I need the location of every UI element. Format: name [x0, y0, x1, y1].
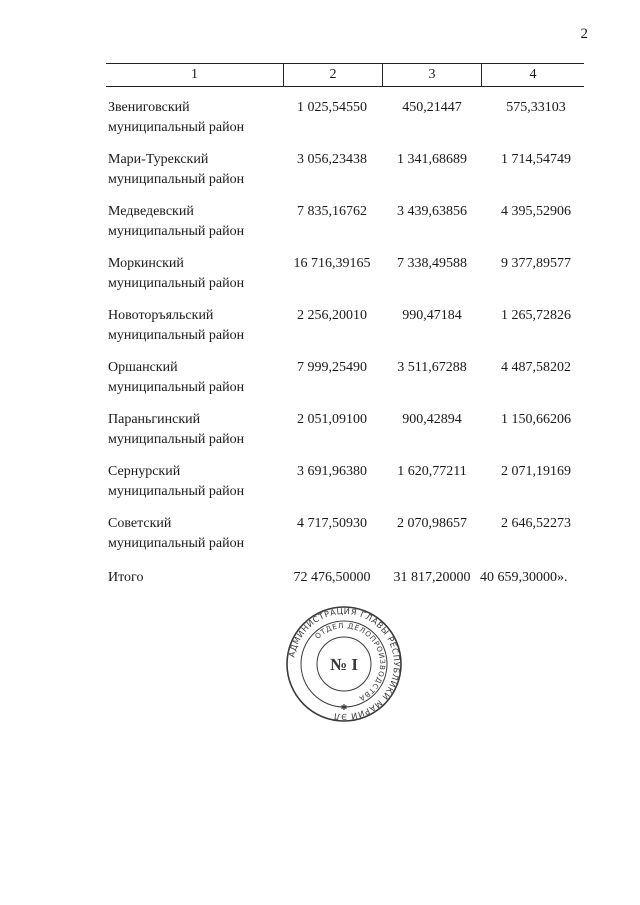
- table-header: [106, 63, 584, 87]
- office-stamp: [283, 606, 405, 722]
- district-name-line: Оршанский: [108, 360, 178, 375]
- district-name-line: муниципальный район: [108, 276, 245, 291]
- district-name-line: муниципальный район: [108, 432, 245, 447]
- value-col-3: 2 070,98657: [397, 516, 467, 531]
- value-col-3: 990,47184: [402, 308, 462, 323]
- district-name-line: муниципальный район: [108, 172, 245, 187]
- value-col-4: 575,33103: [506, 100, 566, 115]
- value-col-3: 1 341,68689: [397, 152, 467, 167]
- value-col-2: 2 256,20010: [297, 308, 367, 323]
- district-name-line: Сернурский: [108, 464, 181, 479]
- total-col-3: 31 817,20000: [393, 570, 471, 585]
- district-name-line: муниципальный район: [108, 536, 245, 551]
- district-name-line: муниципальный район: [108, 484, 245, 499]
- page-number: 2: [580, 26, 588, 42]
- value-col-2: 4 717,50930: [297, 516, 367, 531]
- district-name-line: муниципальный район: [108, 380, 245, 395]
- value-col-3: 900,42894: [402, 412, 462, 427]
- district-name: [108, 514, 288, 554]
- value-col-4: 4 487,58202: [501, 360, 571, 375]
- district-name-line: муниципальный район: [108, 120, 245, 135]
- district-name: [108, 410, 288, 450]
- district-name: [108, 462, 288, 502]
- district-name-line: Советский: [108, 516, 172, 531]
- district-name-line: Новоторъяльский: [108, 308, 214, 323]
- total-col-2: 72 476,50000: [293, 570, 371, 585]
- district-name: [108, 98, 288, 138]
- header-col-4: 4: [529, 67, 537, 82]
- value-col-2: 2 051,09100: [297, 412, 367, 427]
- value-col-2: 3 691,96380: [297, 464, 367, 479]
- value-col-2: 16 716,39165: [293, 256, 371, 271]
- stamp-seal-icon: [283, 606, 405, 722]
- header-col-3: 3: [428, 67, 436, 82]
- value-col-4: 9 377,89577: [501, 256, 571, 271]
- district-name-line: Звениговский: [108, 100, 190, 115]
- district-name-line: Мари-Турекский: [108, 152, 209, 167]
- value-col-4: 2 646,52273: [501, 516, 571, 531]
- header-col-2: 2: [329, 67, 337, 82]
- value-col-2: 7 835,16762: [297, 204, 367, 219]
- district-name-line: муниципальный район: [108, 224, 245, 239]
- value-col-2: 7 999,25490: [297, 360, 367, 375]
- value-col-3: 1 620,77211: [397, 464, 467, 479]
- total-col-4: 40 659,30000».: [480, 570, 568, 585]
- value-col-3: 3 511,67288: [397, 360, 467, 375]
- value-col-3: 7 338,49588: [397, 256, 467, 271]
- value-col-3: 3 439,63856: [397, 204, 467, 219]
- value-col-4: 1 265,72826: [501, 308, 571, 323]
- value-col-4: 2 071,19169: [501, 464, 571, 479]
- header-col-1: 1: [191, 67, 198, 82]
- stamp-outer-text: АДМИНИСТРАЦИЯ ГЛАВЫ РЕСПУБЛИКИ МАРИЙ ЭЛ: [286, 606, 403, 722]
- value-col-4: 1 150,66206: [501, 412, 571, 427]
- district-name: [108, 202, 288, 242]
- value-col-2: 1 025,54550: [297, 100, 367, 115]
- value-col-2: 3 056,23438: [297, 152, 367, 167]
- stamp-inner-text: ОТДЕЛ ДЕЛОПРОИЗВОДСТВА: [313, 620, 388, 704]
- district-name-line: муниципальный район: [108, 328, 245, 343]
- total-label: Итого: [108, 570, 144, 585]
- value-col-3: 450,21447: [402, 100, 462, 115]
- value-col-4: 1 714,54749: [501, 152, 571, 167]
- district-name: [108, 254, 288, 294]
- stamp-star-icon: ✱: [340, 703, 348, 712]
- district-name-line: Моркинский: [108, 256, 184, 271]
- stamp-center-number: № I: [330, 655, 358, 674]
- district-name-line: Параньгинский: [108, 412, 201, 427]
- district-name-line: Медведевский: [108, 204, 194, 219]
- district-name: [108, 306, 288, 346]
- value-col-4: 4 395,52906: [501, 204, 571, 219]
- district-name: [108, 150, 288, 190]
- district-name: [108, 358, 288, 398]
